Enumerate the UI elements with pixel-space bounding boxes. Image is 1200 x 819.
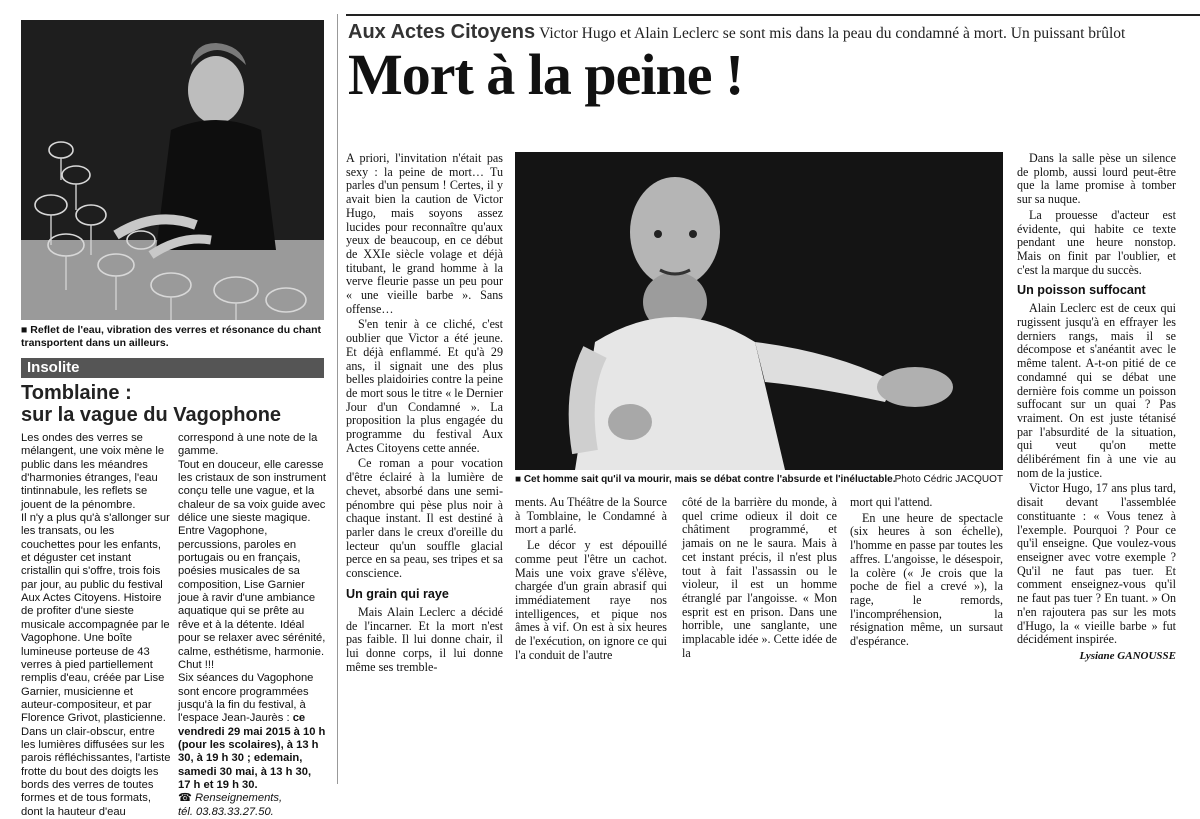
subhead-grain: Un grain qui raye: [346, 586, 449, 601]
byline: Lysiane GANOUSSE: [1079, 649, 1176, 662]
article-col-3: côté de la barrière du monde, à quel crime odieux il doit ce châtiment programmé, et jamais on ne le saura. Mais à cet instant précis, il n'est plus tout à fait l'assassin ou le violeur, il est un homme étranglé par l'angoisse. « Mon esprit est en prison. Dans une horrible, une sanglante, une implacable idée ». Cette idée de la: [682, 495, 837, 660]
section-label-insolite: Insolite: [21, 358, 324, 378]
sidebar-col-2: correspond à une note de la gamme. Tout en douceur, elle caresse les cristaux de son instrument conçu telle une vague, et la chaleur de sa voix guide avec délice une sieste magique. Entre Vagophone, percussions, paroles en portugais ou en français, poésies musicales de sa composition, Lise Garnier joue à ravir d'une ambiance aquatique qui se prête au rêve et à la détente. Idéal pour se relaxer avec sérénité, calme, esthétisme, harmonie. Chut !!! Six séances du Vagophone sont encore programmées jusqu'à la fin du festival, à l'espace Jean-Jaurès : ce vendredi 29 mai 2015 à 10 h (pour les scolaires), à 13 h 30, à 19 h 30 ; edemain, samedi 30 mai, à 13 h 30, 17 h et 19 h 30. ☎ Renseignements, tél. 03.83.33.27.50.: [178, 432, 326, 818]
kicker-line: [348, 21, 1200, 44]
article-col-1: A priori, l'invitation n'était pas sexy : la peine de mort… Tu parles d'un pensum ! Certes, il y avait bien la caution de Victor Hugo, mais soyons assez lucides pour reconnaître qu'aux yeux de beaucoup, en ce début de XXIe siècle volage et déjà titubant, le grand homme à la verve fleurie passe un peu pour « une vieille barbe ». Sans offense… S'en tenir à ce cliché, c'est oublier que Victor a été jeune. Et déjà enflammé. Et qu'à 29 ans, il signait une des plus belles plaidoiries contre la peine de mort sous le titre « le Dernier Jour d'un Condamné ». La proposition la plus engagée du programme du festival Aux Actes Citoyens cette année. Ce roman a pour vocation d'être éclairé à la lumière de chevet, absorbé dans une semi-pénombre qui pèse plus noir à chaque instant. Il est destiné à parler dans le creux d'oreille du lecteur qu'un souffle glacial perce en sa peau, ses tripes et sa conscience. Un grain qui raye Mais Alain Leclerc a décidé de l'incarner. Et la mort n'est pas faible. Il lui donne chair, il lui donne corps, il lui donne même ses tremble-: [346, 151, 503, 674]
caption-square-icon: ■: [21, 324, 31, 336]
sidebar-headline: Tomblaine : sur la vague du Vagophone: [21, 382, 282, 426]
article-col-2: ments. Au Théâtre de la Source à Tomblaine, le Condamné à mort a parlé. Le décor y est dépouillé comme peut l'être un cachot. Mais une voix grave s'élève, chargée d'un grain abrasif qui immédiatement raye nos intelligences, et pique nos âmes à vif. On est à six heures de l'exécution, on ignore ce qui l'a conduit de l'autre: [515, 495, 667, 662]
subhead-poisson: Un poisson suffocant: [1017, 283, 1146, 298]
vagophone-photo-caption: ■ Reflet de l'eau, vibration des verres et résonance du chant transportent dans un ailleurs.: [21, 324, 322, 349]
top-rule: [346, 14, 1200, 16]
sidebar-col-1: Les ondes des verres se mélangent, une voix mène le public dans les méandres d'harmonies étranges, l'eau tintinnabule, les reflets se jouent de la pénombre. Il n'y a plus qu'à s'allonger sur les transats, ou les couchettes pour les enfants, et déguster cet instant cristallin qui s'offre, trois fois par jour, au public du festival Aux Actes Citoyens. Histoire de profiter d'une sieste musicale accompagnée par le Vagophone. Une boîte lumineuse porteuse de 43 verres à pied partiellement remplis d'eau, créée par Lise Garnier, musicienne et auteur-compositeur, et par Florence Grivot, plasticienne. Dans un clair-obscur, entre les lumières diffusées sur les parois réfléchissantes, l'artiste frotte du bout des doigts les bords des verres de toutes formes et de tous formats, dont la hauteur d'eau: [21, 432, 171, 818]
phone-icon: ☎: [178, 792, 196, 805]
deck: Victor Hugo et Alain Leclerc se sont mis dans la peau du condamné à mort. Un puissant brûlot: [539, 25, 1126, 42]
article-col-4: mort qui l'attend. En une heure de spectacle (six heures à son échelle), l'homme en passe par toutes les affres. L'angoisse, le désespoir, la colère (« Je crois que la poche de fiel a crevé »), la rage, le remords, l'incompréhension, la résignation même, un sursaut d'espérance.: [850, 495, 1003, 649]
main-headline: Mort à la peine !: [348, 42, 744, 107]
actor-photo-caption: ■ Cet homme sait qu'il va mourir, mais se débat contre l'absurde et l'inéluctable. Photo Cédric JACQUOT: [515, 474, 1003, 485]
photo-credit: Photo Cédric JACQUOT: [894, 474, 1003, 485]
vagophone-photo: [21, 20, 324, 320]
caption-square-icon: ■: [515, 474, 524, 485]
actor-photo: [515, 152, 1003, 470]
kicker: Aux Actes Citoyens: [348, 21, 536, 43]
column-separator: [337, 14, 338, 784]
article-col-5: Dans la salle pèse un silence de plomb, aussi lourd peut-être que la lame promise à tomber sur sa nuque. La prouesse d'acteur est évidente, qui habite ce texte pendant une heure nonstop. Mais on finit par l'oublier, et c'est la marque du succès. Un poisson suffocant Alain Leclerc est de ceux qui rugissent jusqu'à en effrayer les derniers rangs, mais il se décompose et s'anéantit avec le même talent. A-t-on pitié de ce condamné qui se débat une dernière fois comme un poisson suffocant sur un quai ? Pas vraiment. On est juste tétanisé par l'absurdité de la situation, qui veut qu'on mette délibérément fin à une vie au nom de la justice. Victor Hugo, 17 ans plus tard, disait devant l'assemblée constituante : « Vous tenez à l'exemple. Pourquoi ? Pour ce qu'il enseigne. Que voulez-vous enseigner avec votre exemple ? Qu'il ne faut pas tuer. Et comment enseignez-vous qu'il ne faut pas tuer ? En tuant. » On n'en rajoutera pas sur les mots d'Hugo, la « vieille barbe » fut décidément inspirée. Lysiane GANOUSSE: [1017, 151, 1176, 662]
